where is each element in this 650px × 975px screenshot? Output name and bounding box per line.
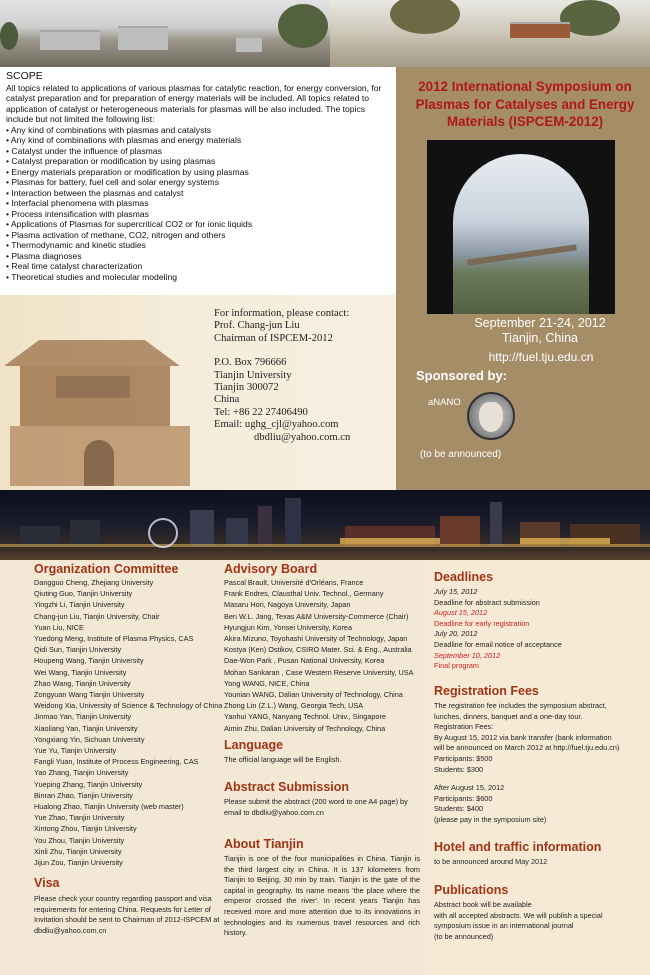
abstract-heading: Abstract Submission: [224, 780, 350, 794]
scope-topic: • Applications of Plasmas for supercritical CO2 or for ionic liquids: [6, 219, 253, 229]
advisory-member: Dae-Won Park , Pusan National University, Korea: [224, 656, 385, 666]
org-member: Xiaoliang Yan, Tianjin University: [34, 723, 138, 733]
scope-topic: • Interfacial phenomena with plasmas: [6, 198, 149, 208]
about-text: Tianjin is one of the four municipalities in China. Tianjin is the third largest city in China. It is 137 kilometers from Tianjin to Beijing, 30 min by train. Tianjin is the gate of the capital in geography. Its name means 'the place where the emperor crossed the river'. In recent years Tianjin has received more and more attention due to its innovations in technologies and its numerous travel resources and rich history.: [224, 854, 420, 938]
advisory-member: Younian WANG, Dalian University of Technology, China: [224, 690, 403, 700]
advisory-board-list: [224, 577, 424, 734]
org-member: Fangli Yuan, Institute of Process Engineering, CAS: [34, 757, 199, 767]
advisory-member: Akira Mizuno, Toyohashi University of Technology, Japan: [224, 634, 408, 644]
top-campus-photos: [0, 0, 650, 67]
tianjin-night-skyline-photo: [0, 490, 650, 560]
scope-topic: • Catalyst preparation or modification by using plasmas: [6, 156, 216, 166]
fee-line: lunches, dinners, banquet and a one-day tour.: [434, 711, 583, 721]
scope-topic-list: [6, 125, 390, 283]
contact-line: P.O. Box 796666: [214, 357, 287, 369]
contact-address: [214, 357, 350, 431]
org-member: Binran Zhao, Tianjin University: [34, 790, 133, 800]
advisory-member: Frank Endres, Clausthal Univ. Technol., Germany: [224, 589, 384, 599]
scope-topic: • Thermodynamic and kinetic studies: [6, 240, 146, 250]
visa-heading: Visa: [34, 876, 60, 890]
hotel-text: to be announced around May 2012: [434, 857, 548, 866]
abstract-text: Please submit the abstract (200 word to one A4 page) by email to dbdliu@yahoo.com.cn: [224, 797, 408, 817]
sponsor-logo: [467, 392, 515, 440]
org-member: Zhao Wang, Tianjin University: [34, 678, 131, 688]
deadline-date: July 15, 2012: [434, 587, 478, 596]
org-member: Yuedong Meng, Institute of Plasma Physics, CAS: [34, 634, 194, 644]
org-member: Wei Wang, Tianjin University: [34, 667, 127, 677]
org-member: Xintong Zhou, Tianjin University: [34, 824, 137, 834]
university-gate-photo: [0, 300, 200, 488]
publication-line: (to be announced): [434, 931, 494, 941]
scope-topic: • Any kind of combinations with plasmas and energy materials: [6, 135, 242, 145]
contact-line: Tianjin University: [214, 369, 292, 381]
scope-topic: • Real time catalyst characterization: [6, 261, 143, 271]
org-member: Yueping Zhang, Tianjin University: [34, 779, 143, 789]
about-heading: About Tianjin: [224, 837, 304, 851]
advisory-heading: Advisory Board: [224, 562, 318, 576]
great-wall-arch-photo: [427, 140, 615, 314]
contact-line: Tel: +86 22 27406490: [214, 406, 308, 418]
fee-line: will be announced on March 2012 at http://fuel.tju.edu.cn): [434, 743, 620, 753]
scope-topic: • Interaction between the plasmas and catalyst: [6, 187, 184, 198]
org-member: Jijun Zou, Tianjin University: [34, 858, 123, 868]
advisory-member: Kostya (Ken) Ostikov, CSIRO Mater. Sci. & Eng., Australia: [224, 645, 412, 655]
org-member: Jinmao Yan, Tianjin University: [34, 712, 132, 722]
deadline-description: Deadline for email notice of acceptance: [434, 639, 562, 649]
deadlines-list: [434, 587, 644, 672]
advisory-member: Masaru Hori, Nagoya University, Japan: [224, 600, 351, 610]
scope-topic: • Plasma activation of methane, CO2, nitrogen and others: [6, 229, 226, 240]
scope-topic: • Energy materials preparation or modification by using plasmas: [6, 166, 249, 177]
fee-line: The registration fee includes the symposium abstract,: [434, 701, 607, 710]
scope-heading: SCOPE: [6, 70, 43, 82]
fee-line: Participants: $600: [434, 793, 493, 803]
org-member: Hualong Zhao, Tianjin University (web master): [34, 802, 184, 812]
org-member: Yao Zhang, Tianjin University: [34, 768, 129, 778]
org-member: You Zhou, Tianjin University: [34, 835, 125, 845]
advisory-member: Mohan Sankaran , Case Western Reserve University, USA: [224, 667, 414, 677]
deadline-date: July 20, 2012: [434, 629, 478, 639]
location: Tianjin, China: [502, 331, 578, 345]
contact-line: Email: ughg_cjl@yahoo.com: [214, 419, 339, 431]
fees-text: [434, 701, 646, 826]
language-text: The official language will be English.: [224, 755, 342, 764]
contact-line: China: [214, 394, 240, 406]
deadline-description: Deadline for abstract submission: [434, 597, 540, 607]
advisory-member: Aimin Zhu, Dalian University of Technology, China: [224, 723, 386, 733]
org-heading: Organization Committee: [34, 562, 179, 576]
advisory-member: Ben W.L. Jang, Texas A&M University-Commerce (Chair): [224, 611, 409, 621]
deadline-date: September 10, 2012: [434, 650, 501, 660]
hotel-heading: Hotel and traffic information: [434, 840, 602, 854]
scope-topic: • Plasma diagnoses: [6, 250, 82, 261]
scope-topic: • Any kind of combinations with plasmas and catalysts: [6, 124, 212, 135]
website-link[interactable]: http://fuel.tju.edu.cn: [488, 350, 594, 364]
language-heading: Language: [224, 738, 284, 752]
visa-text: Please check your country regarding passport and visa requirements for entering China. Requests for Letter of Invitation should be sent to Chairman of 2012-ISPCEM at dbdliu@yahoo.com.cn: [34, 894, 220, 935]
contact-info: [214, 308, 350, 444]
org-member: Zongyuan Wang Tianjin University: [34, 690, 145, 700]
deadlines-heading: Deadlines: [434, 570, 494, 584]
advisory-member: Pascal Brault, Université d'Orléans, France: [224, 578, 364, 587]
sponsor-tba: (to be announced): [420, 449, 502, 460]
symposium-dates: [450, 316, 630, 346]
org-member: Weidong Xia, University of Science & Technology of China: [34, 701, 223, 711]
publications-text: [434, 900, 644, 942]
org-member: Qidi Sun, Tianjin University: [34, 645, 122, 655]
deadline-description: Final program: [434, 661, 480, 671]
advisory-member: Yong WANG, NICE, China: [224, 678, 310, 688]
date-range: September 21-24, 2012: [474, 316, 606, 330]
sponsored-heading: Sponsored by:: [416, 368, 508, 383]
org-member: Dangguo Cheng, Zhejiang University: [34, 578, 154, 587]
fee-line: Participants: $500: [434, 753, 493, 763]
contact-line: Chairman of ISPCEM-2012: [214, 332, 333, 344]
org-member: Yingzhi Li, Tianjin University: [34, 600, 125, 610]
fee-line: After August 15, 2012: [434, 783, 505, 793]
contact-line: Prof. Chang-jun Liu: [214, 320, 300, 332]
publication-line: symposium issue in an international journal: [434, 921, 574, 931]
org-member: Houpeng Wang, Tianjin University: [34, 656, 144, 666]
fee-line: By August 15, 2012 via bank transfer (bank information: [434, 732, 612, 742]
deadline-description: Deadline for early registration: [434, 618, 530, 628]
scope-topic: • Catalyst under the influence of plasmas: [6, 145, 162, 156]
advisory-member: Zhong Lin (Z.L.) Wang, Georgia Tech, USA: [224, 701, 364, 711]
org-member: Xinli Zhu, Tianjin University: [34, 846, 122, 856]
contact-person: [214, 308, 350, 345]
fee-line: Students: $400: [434, 804, 484, 814]
sponsor-name: aNANO: [428, 397, 461, 408]
scope-topic: • Plasmas for battery, fuel cell and solar energy systems: [6, 177, 220, 187]
fees-heading: Registration Fees: [434, 684, 539, 698]
advisory-member: Yanhui YANG, Nanyang Technol. Univ., Singapore: [224, 712, 386, 722]
org-member: Qiuting Guo, Tianjin University: [34, 589, 133, 599]
scope-intro: All topics related to applications of various plasmas for catalytic reaction, for energy conversion, for catalyst preparation and for preparation of energy materials will be included. All topics related to application of catalyst or heterogeneous materials for plasmas will be also included. The topics include but not limited the following list:: [6, 82, 382, 124]
fee-line: Students: $300: [434, 764, 484, 774]
publication-line: with all accepted abstracts. We will publish a special: [434, 910, 603, 920]
org-member: Yongxiang Yin, Sichuan University: [34, 734, 145, 744]
org-member: Yue Zhao, Tianjin University: [34, 813, 125, 823]
deadline-date: August 15, 2012: [434, 608, 488, 618]
org-member: Yuan Liu, NICE: [34, 622, 84, 632]
org-member: Yue Yu, Tianjin University: [34, 746, 117, 756]
publications-heading: Publications: [434, 883, 509, 897]
contact-line: Tianjin 300072: [214, 382, 279, 394]
scope-topic: • Process intensification with plasmas: [6, 208, 149, 219]
org-committee-list: [34, 577, 224, 868]
fee-line: Registration Fees:: [434, 722, 494, 732]
contact-email-2[interactable]: dbdliu@yahoo.com.cn: [254, 431, 351, 443]
advisory-member: Hyungjun Kim, Yonsei University, Korea: [224, 622, 353, 632]
symposium-title: 2012 International Symposium on Plasmas for Catalyses and Energy Materials (ISPCEM-2012): [415, 79, 635, 129]
scope-topic: • Theoretical studies and molecular modeling: [6, 271, 177, 282]
publication-line: Abstract book will be available: [434, 900, 532, 909]
fee-line: (please pay in the symposium site): [434, 814, 547, 824]
org-member: Chang-jun Liu, Tianjin University, Chair: [34, 611, 160, 621]
contact-line: For information, please contact:: [214, 308, 350, 319]
scope-section: [0, 67, 396, 295]
